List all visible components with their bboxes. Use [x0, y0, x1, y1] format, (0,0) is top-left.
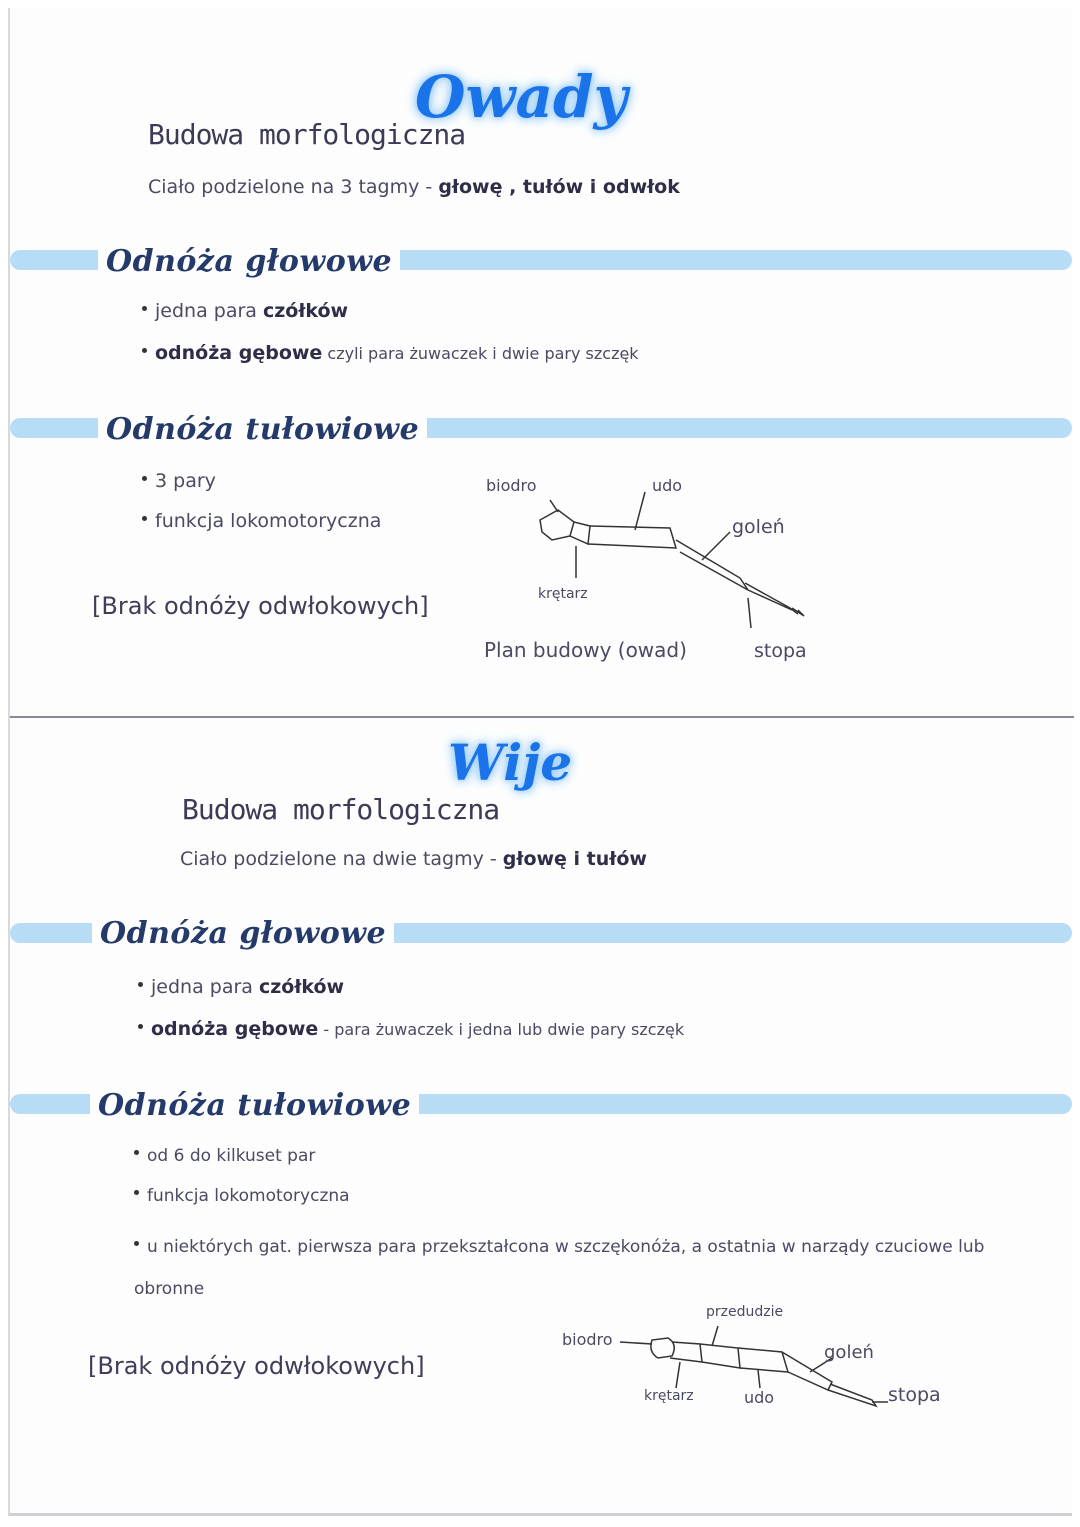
wije-thorax-item-1: od 6 do kilkuset par	[134, 1146, 315, 1166]
wije-head-legs-heading: Odnóża głowowe	[92, 916, 394, 951]
wije-thorax-item-3: u niektórych gat. pierwsza para przekształcona w szczękonóża, a ostatnia w narządy czuciowe lub obronne	[134, 1237, 985, 1299]
insect-leg-diagram	[480, 478, 820, 628]
bullet-dot	[142, 476, 147, 481]
wije-label-przedudzie: przedudzie	[706, 1304, 784, 1320]
bullet-dot	[142, 306, 147, 311]
wije-title: Wije	[448, 733, 573, 792]
owady-diagram-caption: Plan budowy (owad)	[484, 638, 687, 662]
wije-intro-plain: Ciało podzielone na dwie tagmy -	[180, 848, 503, 870]
owady-note: [Brak odnóży odwłokowych]	[92, 592, 429, 620]
wije-head-item-2: odnóża gębowe - para żuwaczek i jedna lub dwie pary szczęk	[138, 1018, 684, 1040]
bullet-dot	[134, 1150, 139, 1155]
owady-intro-plain: Ciało podzielone na 3 tagmy -	[148, 176, 439, 198]
owady-head-item-2: odnóża gębowe czyli para żuwaczek i dwie pary szczęk	[142, 342, 639, 364]
owady-intro-strong: głowę , tułów i odwłok	[438, 176, 680, 198]
owady-head-legs-heading: Odnóża głowowe	[98, 244, 400, 279]
owady-subtitle: Budowa morfologiczna	[148, 118, 466, 151]
notebook-page	[8, 8, 1072, 1516]
owady-thorax-item-1: 3 pary	[142, 470, 216, 492]
bullet-dot	[138, 1024, 143, 1029]
bullet-dot	[134, 1241, 139, 1246]
wije-label-stopa: stopa	[888, 1384, 941, 1406]
wije-label-kretarz: krętarz	[644, 1388, 694, 1404]
owady-title: Owady	[415, 63, 628, 131]
wije-intro-strong: głowę i tułów	[502, 848, 647, 870]
bullet-dot	[138, 982, 143, 987]
owady-label-golen: goleń	[732, 516, 785, 538]
owady-head-item-1: jedna para czółków	[142, 300, 348, 322]
owady-label-stopa: stopa	[754, 640, 807, 662]
wije-intro	[180, 848, 647, 870]
wije-label-biodro: biodro	[562, 1330, 613, 1349]
owady-intro	[148, 176, 680, 198]
owady-thorax-item-2: funkcja lokomotoryczna	[142, 510, 381, 532]
wije-thorax-item-2: funkcja lokomotoryczna	[134, 1186, 350, 1206]
bullet-dot	[142, 516, 147, 521]
owady-thorax-legs-heading: Odnóża tułowiowe	[98, 412, 427, 447]
owady-label-udo: udo	[652, 476, 683, 495]
owady-label-kretarz: krętarz	[538, 586, 588, 602]
wije-subtitle: Budowa morfologiczna	[182, 793, 500, 826]
owady-label-biodro: biodro	[486, 476, 537, 495]
wije-head-item-1: jedna para czółków	[138, 976, 344, 998]
bullet-dot	[134, 1190, 139, 1195]
section-divider	[10, 716, 1074, 718]
wije-label-udo: udo	[744, 1388, 775, 1407]
wije-thorax-legs-heading: Odnóża tułowiowe	[90, 1088, 419, 1123]
wije-label-golen: goleń	[824, 1342, 874, 1363]
wije-note: [Brak odnóży odwłokowych]	[88, 1352, 425, 1380]
bullet-dot	[142, 348, 147, 353]
